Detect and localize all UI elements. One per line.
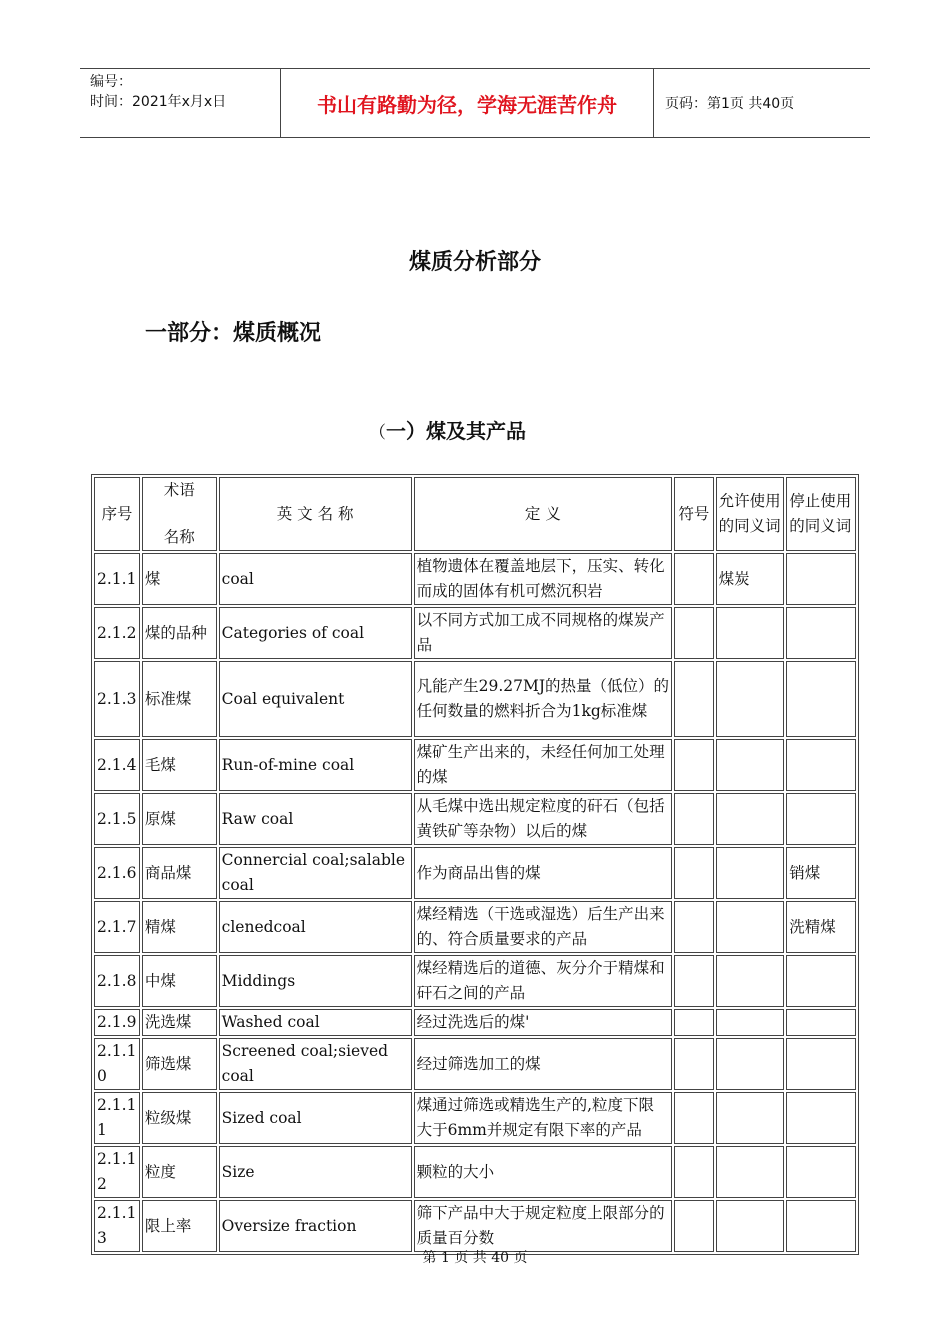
cell-term: 粒度	[142, 1146, 217, 1198]
page-header	[80, 68, 870, 138]
table-row	[94, 661, 856, 737]
header-definition: 定 义	[414, 477, 673, 551]
table-row	[94, 739, 856, 791]
cell-stopped: 洗精煤	[786, 901, 856, 953]
header-term-bottom: 名称	[163, 528, 195, 546]
cell-stopped	[786, 661, 856, 737]
code-label: 编号：	[90, 74, 132, 90]
table-row	[94, 1038, 856, 1090]
cell-stopped	[786, 1200, 856, 1252]
cell-definition: 凡能产生29.27MJ的热量（低位）的任何数量的燃料折合为1kg标准煤	[414, 661, 673, 737]
cell-symbol	[674, 739, 713, 791]
table-row	[94, 1092, 856, 1144]
header-motto: 书山有路勤为径，学海无涯苦作舟	[281, 69, 654, 137]
cell-english: Raw coal	[219, 793, 412, 845]
cell-stopped	[786, 607, 856, 659]
cell-symbol	[674, 661, 713, 737]
cell-no: 2.1.10	[94, 1038, 140, 1090]
header-english: 英 文 名 称	[219, 477, 412, 551]
header-meta	[80, 69, 281, 137]
cell-english: Connercial coal;salable coal	[219, 847, 412, 899]
table-row	[94, 955, 856, 1007]
cell-symbol	[674, 607, 713, 659]
cell-term: 毛煤	[142, 739, 217, 791]
cell-no: 2.1.11	[94, 1092, 140, 1144]
cell-allowed	[716, 1200, 785, 1252]
cell-definition: 作为商品出售的煤	[414, 847, 673, 899]
section-title: 煤及其产品	[426, 419, 526, 443]
cell-english: Coal equivalent	[219, 661, 412, 737]
section-number: 一	[386, 419, 406, 443]
table-row	[94, 901, 856, 953]
cell-stopped	[786, 1009, 856, 1036]
terms-table	[91, 474, 859, 1255]
cell-no: 2.1.5	[94, 793, 140, 845]
cell-symbol	[674, 793, 713, 845]
cell-english: coal	[219, 553, 412, 605]
document-title: 煤质分析部分	[408, 250, 541, 275]
cell-allowed	[716, 901, 785, 953]
cell-symbol	[674, 847, 713, 899]
table-header-row	[94, 477, 856, 551]
cell-term: 煤的品种	[142, 607, 217, 659]
cell-stopped	[786, 1146, 856, 1198]
cell-allowed	[716, 955, 785, 1007]
header-page-info: 页码：第1页 共40页	[665, 96, 795, 112]
cell-term: 煤	[142, 553, 217, 605]
cell-term: 精煤	[142, 901, 217, 953]
cell-symbol	[674, 1038, 713, 1090]
table-row	[94, 1200, 856, 1252]
cell-english: Screened coal;sieved coal	[219, 1038, 412, 1090]
section-paren-close: ）	[406, 419, 426, 443]
table-row	[94, 553, 856, 605]
table-row	[94, 607, 856, 659]
cell-english: Oversize fraction	[219, 1200, 412, 1252]
cell-term: 中煤	[142, 955, 217, 1007]
cell-allowed	[716, 1092, 785, 1144]
header-term-top: 术语	[163, 481, 195, 499]
cell-stopped	[786, 955, 856, 1007]
cell-symbol	[674, 955, 713, 1007]
time-label: 时间：2021年x月x日	[90, 94, 227, 110]
cell-symbol	[674, 1146, 713, 1198]
table-row	[94, 1009, 856, 1036]
cell-definition: 从毛煤中选出规定粒度的矸石（包括黄铁矿等杂物）以后的煤	[414, 793, 673, 845]
cell-definition: 筛下产品中大于规定粒度上限部分的质量百分数	[414, 1200, 673, 1252]
page-footer: 第 1 页 共 40 页	[422, 1250, 528, 1266]
cell-symbol	[674, 901, 713, 953]
cell-definition: 煤矿生产出来的，未经任何加工处理的煤	[414, 739, 673, 791]
cell-stopped	[786, 1092, 856, 1144]
cell-no: 2.1.3	[94, 661, 140, 737]
cell-term: 限上率	[142, 1200, 217, 1252]
cell-definition: 煤经精选后的道德、灰分介于精煤和矸石之间的产品	[414, 955, 673, 1007]
cell-term: 商品煤	[142, 847, 217, 899]
cell-no: 2.1.13	[94, 1200, 140, 1252]
cell-stopped	[786, 793, 856, 845]
section-paren-open: （	[369, 423, 386, 443]
cell-definition: 煤经精选（干选或湿选）后生产出来的、符合质量要求的产品	[414, 901, 673, 953]
table-row	[94, 793, 856, 845]
header-term	[142, 477, 217, 551]
cell-allowed	[716, 1146, 785, 1198]
cell-english: Middings	[219, 955, 412, 1007]
cell-no: 2.1.12	[94, 1146, 140, 1198]
cell-allowed	[716, 1009, 785, 1036]
cell-definition: 以不同方式加工成不同规格的煤炭产品	[414, 607, 673, 659]
cell-no: 2.1.2	[94, 607, 140, 659]
part-heading: 一部分：煤质概况	[145, 321, 322, 346]
cell-definition: 植物遗体在覆盖地层下，压实、转化而成的固体有机可燃沉积岩	[414, 553, 673, 605]
cell-allowed	[716, 661, 785, 737]
table-row	[94, 847, 856, 899]
cell-symbol	[674, 1200, 713, 1252]
cell-english: Washed coal	[219, 1009, 412, 1036]
cell-english: Size	[219, 1146, 412, 1198]
cell-definition: 经过筛选加工的煤	[414, 1038, 673, 1090]
cell-allowed	[716, 847, 785, 899]
cell-allowed	[716, 607, 785, 659]
cell-symbol	[674, 553, 713, 605]
cell-no: 2.1.4	[94, 739, 140, 791]
cell-english: Sized coal	[219, 1092, 412, 1144]
cell-term: 筛选煤	[142, 1038, 217, 1090]
section-heading	[0, 415, 895, 444]
cell-no: 2.1.6	[94, 847, 140, 899]
cell-stopped	[786, 1038, 856, 1090]
header-stopped: 停止使用的同义词	[786, 477, 856, 551]
cell-stopped	[786, 553, 856, 605]
cell-english: Run-of-mine coal	[219, 739, 412, 791]
cell-term: 粒级煤	[142, 1092, 217, 1144]
cell-definition: 煤通过筛选或精选生产的,粒度下限大于6mm并规定有限下率的产品	[414, 1092, 673, 1144]
cell-term: 洗选煤	[142, 1009, 217, 1036]
header-no: 序号	[94, 477, 140, 551]
cell-no: 2.1.8	[94, 955, 140, 1007]
cell-symbol	[674, 1009, 713, 1036]
cell-allowed	[716, 793, 785, 845]
cell-no: 2.1.1	[94, 553, 140, 605]
header-allowed: 允许使用的同义词	[716, 477, 785, 551]
cell-no: 2.1.9	[94, 1009, 140, 1036]
cell-stopped	[786, 739, 856, 791]
cell-stopped: 销煤	[786, 847, 856, 899]
cell-allowed	[716, 739, 785, 791]
cell-term: 标准煤	[142, 661, 217, 737]
cell-allowed: 煤炭	[716, 553, 785, 605]
table-row	[94, 1146, 856, 1198]
cell-symbol	[674, 1092, 713, 1144]
cell-definition: 经过洗选后的煤'	[414, 1009, 673, 1036]
cell-term: 原煤	[142, 793, 217, 845]
cell-english: Categories of coal	[219, 607, 412, 659]
header-symbol: 符号	[674, 477, 713, 551]
cell-allowed	[716, 1038, 785, 1090]
cell-english: clenedcoal	[219, 901, 412, 953]
cell-no: 2.1.7	[94, 901, 140, 953]
cell-definition: 颗粒的大小	[414, 1146, 673, 1198]
